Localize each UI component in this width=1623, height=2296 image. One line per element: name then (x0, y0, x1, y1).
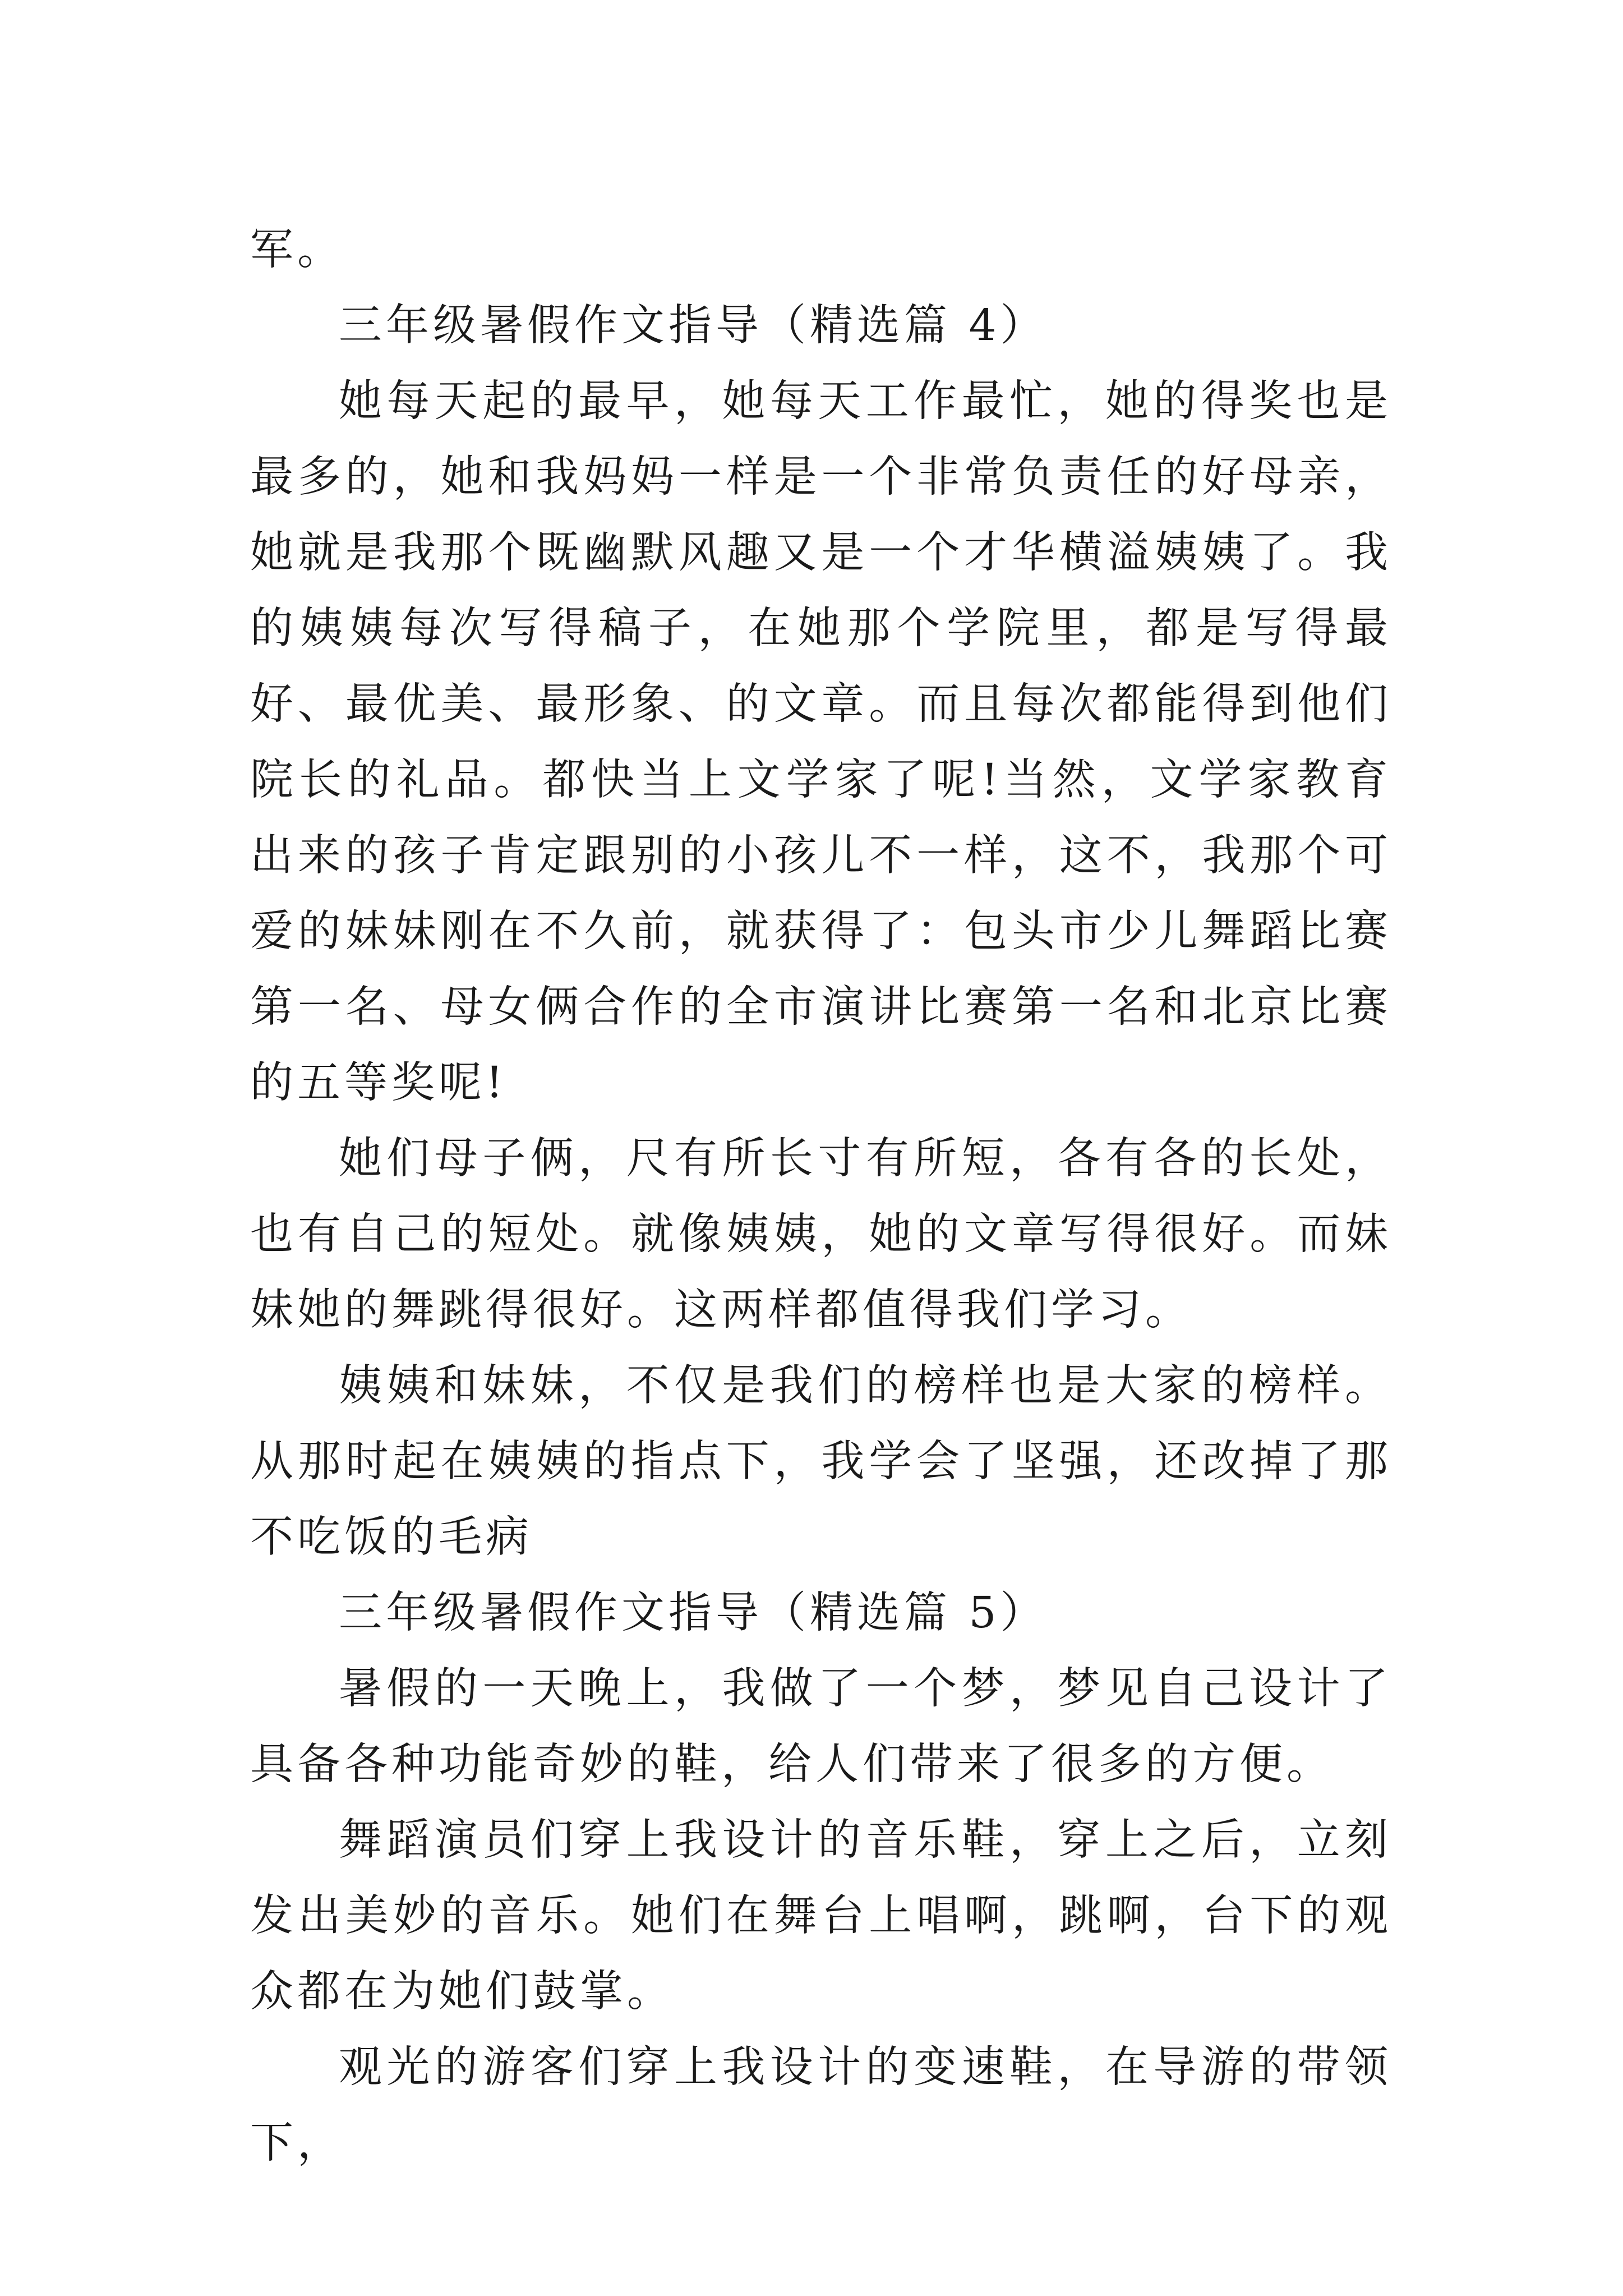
paragraph: 姨姨和妹妹，不仅是我们的榜样也是大家的榜样。从那时起在姨姨的指点下，我学会了坚强，还改掉了那不吃饭的毛病 (250, 1361, 1392, 1562)
paragraph: 观光的游客们穿上我设计的变速鞋，在导游的带领下， (250, 2042, 1392, 2168)
section-heading-4: 三年级暑假作文指导（精选篇 4） (339, 301, 1048, 351)
paragraph: 舞蹈演员们穿上我设计的音乐鞋，穿上之后，立刻发出美妙的音乐。她们在舞台上唱啊，跳啊，台下的观众都在为她们鼓掌。 (250, 1815, 1392, 2017)
paragraph: 她们母子俩，尺有所长寸有所短，各有各的长处，也有自己的短处。就像姨姨，她的文章写得很好。而妹妹她的舞跳得很好。这两样都值得我们学习。 (250, 1134, 1392, 1335)
paragraph: 暑假的一天晚上，我做了一个梦，梦见自己设计了具备各种功能奇妙的鞋，给人们带来了很多的方便。 (250, 1664, 1392, 1789)
text-column (250, 212, 1392, 2181)
section-heading-5: 三年级暑假作文指导（精选篇 5） (339, 1588, 1048, 1638)
paragraph: 她每天起的最早，她每天工作最忙，她的得奖也是最多的，她和我妈妈一样是一个非常负责任的好母亲，她就是我那个既幽默风趣又是一个才华横溢姨姨了。我的姨姨每次写得稿子，在她那个学院里，都是写得最好、最优美、最形象、的文章。而且每次都能得到他们院长的礼品。都快当上文学家了呢!当然，文学家教育出来的孩子肯定跟别的小孩儿不一样，这不，我那个可爱的妹妹刚在不久前，就获得了：包头市少儿舞蹈比赛第一名、母女俩合作的全市演讲比赛第一名和北京比赛的五等奖呢! (250, 376, 1392, 1108)
continuation-text: 军。 (250, 225, 344, 275)
